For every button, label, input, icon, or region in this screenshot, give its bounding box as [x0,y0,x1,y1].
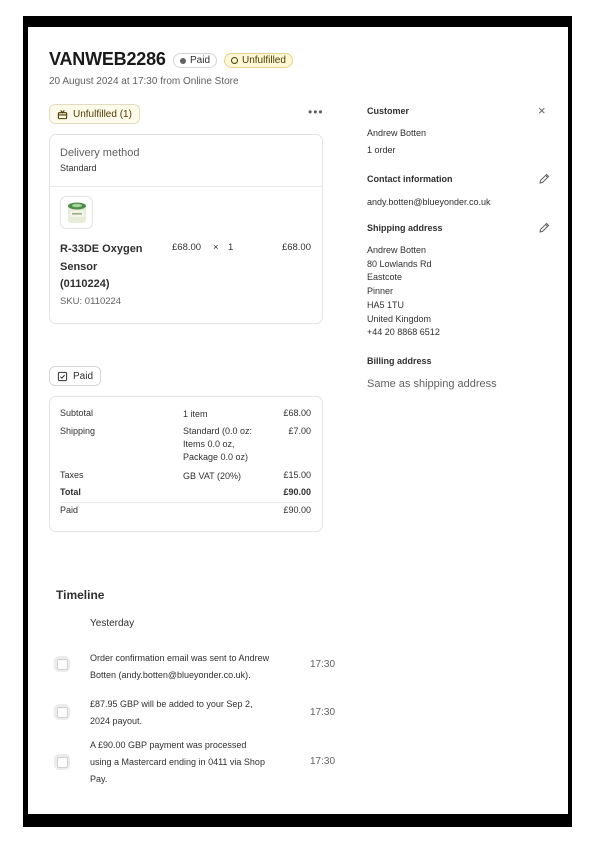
timeline-event-line: using a Mastercard ending in 0411 via Shop [90,757,265,767]
payment-divider [60,502,312,503]
shipping-amount: £7.00 [288,426,311,436]
address-line: Pinner [367,286,394,297]
paid-status-label: Paid [73,370,94,382]
card-divider [50,186,322,187]
receipt-check-icon [57,371,68,382]
shipping-detail [183,425,252,464]
timeline-event-icon [54,656,70,672]
total-label: Total [60,487,81,497]
shipping-detail-line: Standard (0.0 oz: [183,426,253,436]
shipping-detail-line: Items 0.0 oz, [183,439,235,449]
timeline-event-icon [54,704,70,720]
paid-amount: £90.00 [283,505,311,515]
address-line: Eastcote [367,272,403,283]
paid-status-pill[interactable] [49,366,101,386]
delivery-method-title: Delivery method [60,147,140,159]
package-icon [57,109,68,120]
contact-heading: Contact information [367,174,453,184]
dot-icon [180,58,186,64]
address-line: Andrew Botten [367,245,427,255]
unfulfilled-status-pill[interactable] [49,104,140,124]
timeline-event-text [90,737,302,788]
product-times: × [213,242,219,253]
customer-email[interactable]: andy.botten@blueyonder.co.uk [367,197,491,207]
product-quantity: 1 [228,242,234,253]
product-thumbnail[interactable] [60,196,93,229]
timeline-event-line: Botten (andy.botten@blueyonder.co.uk). [90,670,251,680]
paid-label: Paid [60,505,79,515]
product-sku: SKU: 0110224 [60,296,122,307]
unfulfilled-status-label: Unfulfilled (1) [73,108,132,120]
subtotal-detail: 1 item [183,409,208,419]
timeline-event-line: £87.95 GBP will be added to your Sep 2, [90,699,253,709]
product-name-line: Sensor [60,260,98,273]
total-amount: £90.00 [283,487,311,497]
timeline-event-line: A £90.00 GBP payment was processed [90,740,247,750]
timeline-event-time: 17:30 [310,659,336,670]
paid-badge-label: Paid [190,55,211,66]
unfulfilled-badge [224,53,293,68]
product-name-line: (0110224) [60,278,110,290]
pencil-icon[interactable] [538,173,550,185]
order-title: VANWEB2286 [49,49,166,69]
subtotal-label: Subtotal [60,408,94,418]
timeline-event-time: 17:30 [310,756,336,767]
product-total: £68.00 [281,242,311,253]
product-name[interactable] [60,241,160,294]
product-name-line: R-33DE Oxygen [60,243,143,255]
shipping-detail-line: Package 0.0 oz) [183,452,249,462]
taxes-amount: £15.00 [283,470,311,480]
more-actions-button[interactable]: ••• [308,105,324,119]
unfulfilled-badge-label: Unfulfilled [242,55,286,66]
timeline-event-line: Order confirmation email was sent to Andrew [90,653,270,663]
customer-heading: Customer [367,106,410,116]
timeline-event-line: 2024 payout. [90,716,143,726]
taxes-detail: GB VAT (20%) [183,471,242,481]
shipping-heading: Shipping address [367,223,443,233]
timeline-event-text [90,650,302,684]
timeline-title: Timeline [56,588,105,602]
timeline-day: Yesterday [90,618,135,629]
shipping-label: Shipping [60,426,96,436]
billing-heading: Billing address [367,356,432,366]
address-line: +44 20 8868 6512 [367,327,440,338]
order-date: 20 August 2024 at 17:30 from Online Store [49,76,239,87]
billing-address-value: Same as shipping address [367,378,497,390]
subtotal-amount: £68.00 [283,408,311,418]
close-icon[interactable]: × [538,103,546,118]
address-line: HA5 1TU [367,299,405,310]
address-line: United Kingdom [367,313,432,324]
delivery-method-value: Standard [60,163,97,173]
ring-icon [231,57,238,64]
timeline-event-text [90,696,302,730]
shipping-address [367,244,440,340]
pencil-icon[interactable] [538,222,550,234]
taxes-label: Taxes [60,470,84,480]
timeline-event-time: 17:30 [310,707,336,718]
product-unit-price: £68.00 [172,242,202,253]
customer-name[interactable]: Andrew Botten [367,128,427,138]
address-line: 80 Lowlands Rd [367,258,432,269]
order-page [28,27,568,814]
timeline-event-line: Pay. [90,774,108,784]
customer-order-count[interactable]: 1 order [367,145,396,155]
timeline-event-icon [54,754,70,770]
paid-badge [173,53,217,68]
sensor-image-icon [65,200,89,226]
